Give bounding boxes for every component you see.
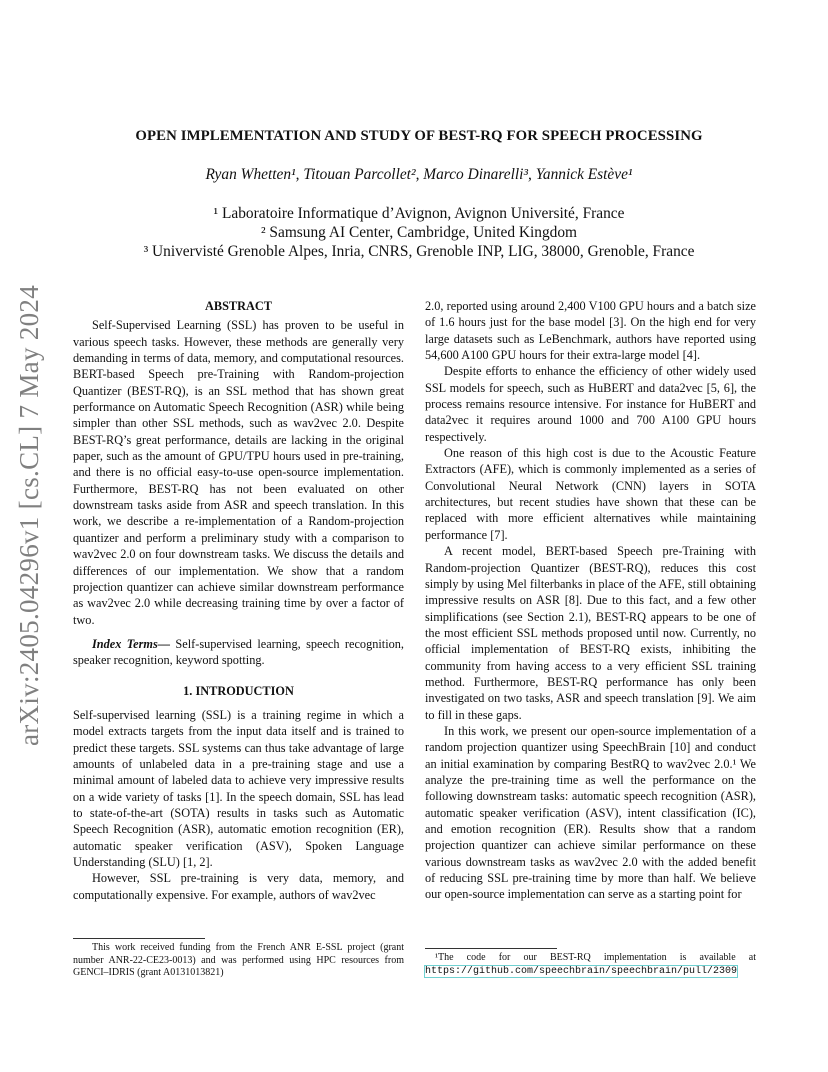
affiliations <box>60 204 778 261</box>
index-terms-label: Index Terms— <box>92 636 171 651</box>
footnote-rule-left <box>73 938 205 939</box>
code-repository-link[interactable]: https://github.com/speechbrain/speechbrain/pull/2309 <box>425 965 738 977</box>
abstract-heading: ABSTRACT <box>205 299 272 313</box>
arxiv-side-stamp <box>10 280 50 750</box>
right-paragraph-3: A recent model, BERT-based Speech pre-Training with Random-projection Quantizer (BEST-RQ), reduces this cost simply by using Mel filterbanks in place of the AFE, still obtaining impressive results on ASR [8]. Due to this fact, and a few other simplifications (see Section 2.1), BEST-RQ appears to be one of the most efficient SSL methods proposed until now. Currently, no official implementation of BEST-RQ exists, inhibiting the community from having access to a very efficient SSL training method. Furthermore, BEST-RQ performance has only been investigated on two tasks, ASR and speech translation [9]. We aim to fill in these gaps. <box>425 544 756 722</box>
arxiv-identifier: arXiv:2405.04296v1 [cs.CL] 7 May 2024 <box>14 284 45 746</box>
intro-paragraph-2: However, SSL pre-training is very data, memory, and computationally expensive. For example, authors of wav2vec <box>73 871 404 902</box>
left-column <box>73 298 404 903</box>
footnote-rule-right <box>425 948 557 949</box>
right-paragraph-4: In this work, we present our open-source implementation of a random projection quantizer using SpeechBrain [10] and conduct an initial examination by comparing BestRQ to wav2vec 2.0.¹ We analyze the pre-training time as well the performance on the following downstream tasks: automatic speech recognition (ASR), automatic speaker verification (ASV), intent classification (IC), and emotion recognition (ER). Results show that a random projection quantizer can achieve similar performance on these various downstream tasks as wav2vec 2.0 with the added benefit of reducing SSL pre-training time by more than half. We believe our open-source implementation can serve as a starting point for <box>425 723 756 902</box>
author-list: Ryan Whetten¹, Titouan Parcollet², Marco Dinarelli³, Yannick Estève¹ <box>205 166 633 183</box>
abstract-text: Self-Supervised Learning (SSL) has proven to be useful in various speech tasks. However, these methods are generally very demanding in terms of data, memory, and computational resources. BERT-based Speech pre-Training with Random-projection Quantizer (BEST-RQ), is an SSL method that has shown great performance on Automatic Speech Recognition (ASR) while being simpler than other SSL methods, such as wav2vec 2.0. Despite BEST-RQ’s great performance, details are lacking in the original paper, such as the amount of GPU/TPU hours used in pre-training, and there is no official easy-to-use open-source implementation. Furthermore, BEST-RQ has not been evaluated on other downstream tasks aside from ASR and speech translation. In this work, we describe a re-implementation of a Random-projection quantizer and perform a preliminary study with a comparison to wav2vec 2.0 on four downstream tasks. We discuss the details and differences of our implementation. We show that a random projection quantizer can achieve similar downstream performance as wav2vec 2.0 while decreasing training time by over a factor of two. <box>73 318 404 627</box>
right-paragraph-1: Despite efforts to enhance the efficiency of other widely used SSL models for speech, such as HuBERT and data2vec [5, 6], the process remains resource intensive. For instance for HuBERT and data2vec it requires around 1000 and 700 A100 GPU hours respectively. <box>425 364 756 444</box>
right-paragraph-0: 2.0, reported using around 2,400 V100 GPU hours and a batch size of 1.6 hours just for the base model [3]. On the high end for very large datasets such as LeBenchmark, authors have reported using 54,600 A100 GPU hours for their extra-large model [4]. <box>425 299 756 363</box>
affiliation-3: ³ Univervisté Grenoble Alpes, Inria, CNRS, Grenoble INP, LIG, 38000, Grenoble, France <box>143 243 695 260</box>
affiliation-2: ² Samsung AI Center, Cambridge, United Kingdom <box>260 224 578 241</box>
funding-footnote: This work received funding from the French ANR E-SSL project (grant number ANR-22-CE23-0013) and was performed using HPC resources from GENCI–IDRIS (grant A0131013821) <box>73 942 404 979</box>
right-paragraph-2: One reason of this high cost is due to the Acoustic Feature Extractors (AFE), which is commonly implemented as a series of Convolutional Neural Network (CNN) layers in SOTA architectures, but recent studies have shown that these can be replaced with more efficient alternatives while maintaining performance [7]. <box>425 446 756 542</box>
right-column <box>425 298 756 903</box>
code-footnote <box>425 952 756 978</box>
paper-title: OPEN IMPLEMENTATION AND STUDY OF BEST-RQ FOR SPEECH PROCESSING <box>135 128 703 144</box>
index-terms-text: Self-supervised learning, speech recognition, speaker recognition, keyword spotting. <box>73 636 404 668</box>
introduction-heading: 1. INTRODUCTION <box>183 683 294 698</box>
code-footnote-text: ¹The code for our BEST-RQ implementation is available at <box>435 952 756 963</box>
index-terms <box>73 636 404 669</box>
affiliation-1: ¹ Laboratoire Informatique d’Avignon, Avignon Université, France <box>213 205 625 222</box>
intro-paragraph-1: Self-supervised learning (SSL) is a training regime in which a model extracts targets from the input data itself and is trained to predict these targets. SSL systems can thus take advantage of large amounts of unlabeled data in a pre-training stage and use a minimal amount of labeled data to achieve very impressive results on a wide variety of tasks [1]. In the speech domain, SSL has lead to state-of-the-art (SOTA) results in tasks such as Automatic Speech Recognition (ASR), automatic emotion recognition (ER), automatic speaker verification (ASV), Spoken Language Understanding (SLU) [1, 2]. <box>73 707 404 869</box>
